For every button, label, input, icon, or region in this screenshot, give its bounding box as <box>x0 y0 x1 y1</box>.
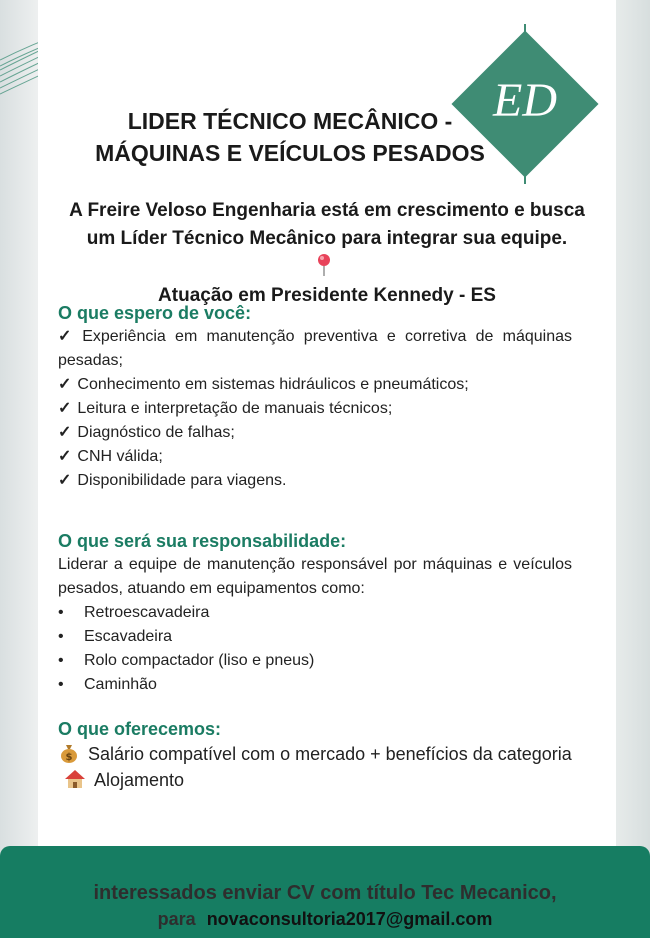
money-bag-icon <box>58 742 80 764</box>
responsibility-section <box>58 529 572 697</box>
requirements-section <box>58 301 572 493</box>
bullet-icon: • <box>58 652 64 669</box>
house-icon <box>64 768 86 790</box>
list-item: ✓ CNH válida; <box>58 448 163 465</box>
list-item: • Rolo compactador (liso e pneus) <box>58 649 572 673</box>
offer-housing: Alojamento <box>58 767 572 793</box>
check-icon: ✓ <box>58 424 72 441</box>
contact-email: novaconsultoria2017@gmail.com <box>206 909 493 929</box>
list-item: ✓ Diagnóstico de falhas; <box>58 424 235 441</box>
check-icon: ✓ <box>58 448 72 465</box>
offer-title: O que oferecemos: <box>58 719 222 739</box>
list-item: • Caminhão <box>58 673 572 697</box>
bullet-icon: • <box>58 676 64 693</box>
offer-section <box>58 717 572 793</box>
job-title-line2: MÁQUINAS E VEÍCULOS PESADOS <box>95 140 485 166</box>
requirements-title: O que espero de você: <box>58 303 252 323</box>
list-item: ✓ Experiência em manutenção preventiva e corretiva de máquinas pesadas; <box>58 328 573 369</box>
check-icon: ✓ <box>58 376 72 393</box>
footer-prefix: para <box>157 909 196 929</box>
responsibility-title: O que será sua responsabilidade: <box>58 531 347 551</box>
list-item: • Escavadeira <box>58 625 572 649</box>
intro <box>38 197 616 310</box>
check-icon: ✓ <box>58 472 72 489</box>
list-item: ✓ Conhecimento em sistemas hidráulicos e pneumáticos; <box>58 376 469 393</box>
job-title <box>60 105 520 169</box>
intro-line2: um Líder Técnico Mecânico para integrar sua equipe. <box>86 228 568 249</box>
list-item: ✓ Leitura e interpretação de manuais técnicos; <box>58 400 393 417</box>
check-icon: ✓ <box>58 400 72 417</box>
bullet-icon: • <box>58 604 64 621</box>
svg-text:$: $ <box>65 752 73 763</box>
bullet-icon: • <box>58 628 64 645</box>
intro-line1: A Freire Veloso Engenharia está em crescimento e busca <box>69 200 585 221</box>
svg-text:ED: ED <box>493 74 557 127</box>
check-icon: ✓ <box>58 328 77 345</box>
responsibility-description: Liderar a equipe de manutenção responsável por máquinas e veículos pesados, atuando em equipamentos como: <box>58 556 572 597</box>
list-item: ✓ Disponibilidade para viagens. <box>58 472 287 489</box>
footer-line1: interessados enviar CV com título Tec Mecanico, <box>93 882 557 904</box>
pin-icon <box>315 253 333 277</box>
offer-salary: $ Salário compatível com o mercado + benefícios da categoria <box>58 741 572 767</box>
footer-line2 <box>0 906 650 932</box>
job-title-line1: LIDER TÉCNICO MECÂNICO - <box>127 108 453 134</box>
list-item: • Retroescavadeira <box>58 601 572 625</box>
location-text: Atuação em Presidente Kennedy - ES <box>158 285 496 306</box>
